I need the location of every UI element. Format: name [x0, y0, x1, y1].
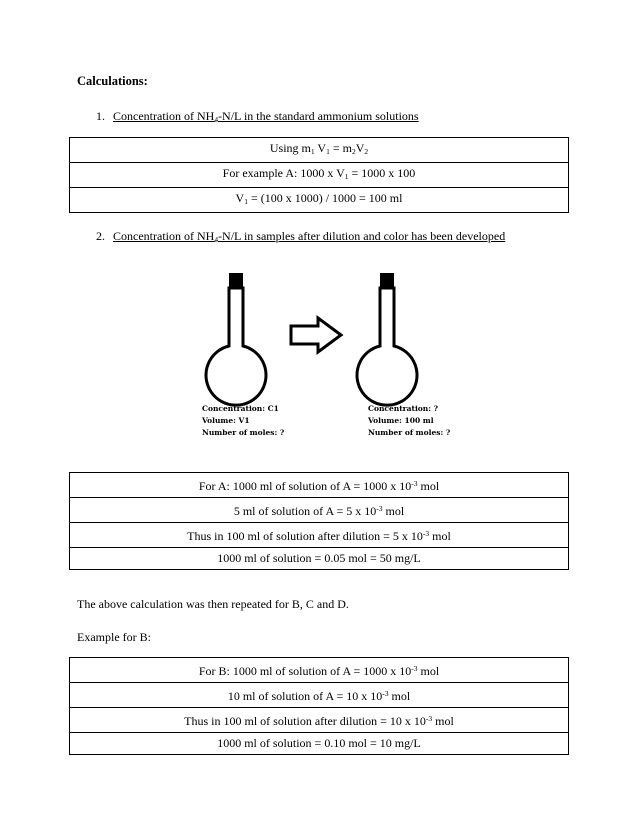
table-cell: 5 ml of solution of A = 5 x $10^{-3}$ mol — [70, 498, 569, 523]
table-cell: 10 ml of solution of A = 10 x $10^{-3}$ mol — [70, 683, 569, 708]
section-2-title — [96, 229, 616, 245]
flask-before-icon — [206, 273, 266, 405]
table-row — [70, 708, 569, 733]
table-cell: For A: 1000 ml of solution of A = 1000 x $10^{-3}$ mol — [70, 473, 569, 498]
table-row — [70, 683, 569, 708]
table-row — [70, 658, 569, 683]
sample-a-calculation-table — [69, 472, 569, 570]
section-1-title — [96, 109, 596, 125]
table-cell: 1000 ml of solution = 0.05 mol = 50 mg/L — [70, 548, 569, 570]
table-cell: Thus in 100 ml of solution after dilution = 10 x $10^{-3}$ mol — [70, 708, 569, 733]
section-2-number: 2. — [96, 229, 105, 243]
section-2-text: Concentration of $NH_4-N/L$ in samples after dilution and color has been developed — [113, 229, 506, 244]
table-row — [70, 138, 569, 163]
dilution-diagram — [195, 268, 435, 408]
repeat-note: The above calculation was then repeated for B, C and D. — [77, 597, 349, 611]
table-cell: For B: 1000 ml of solution of A = 1000 x $10^{-3}$ mol — [70, 658, 569, 683]
table-row — [70, 498, 569, 523]
table-row — [70, 523, 569, 548]
flask-after-icon — [357, 273, 417, 405]
table-row — [70, 163, 569, 188]
standard-calculation-table — [69, 137, 569, 213]
table-cell: Using $m_1$ $V_1 = m_2V_2$ — [70, 138, 569, 163]
table-cell: Thus in 100 ml of solution after dilution = 5 x $10^{-3}$ mol — [70, 523, 569, 548]
table-cell: For example A: 1000 x $V_1 = 1000$ x 100 — [70, 163, 569, 188]
sample-b-calculation-table — [69, 657, 569, 755]
table-cell: 1000 ml of solution = 0.10 mol = 10 mg/L — [70, 733, 569, 755]
section-1-text: Concentration of $NH_4-N/L$ in the standard ammonium solutions — [113, 109, 419, 124]
table-row — [70, 733, 569, 755]
flask-before-label: Concentration: C1 Volume: V1 Number of moles: ? — [202, 404, 285, 437]
calculations-heading: Calculations: — [77, 74, 148, 88]
arrow-right-icon — [291, 318, 341, 352]
section-1-number: 1. — [96, 109, 105, 123]
example-b-label: Example for B: — [77, 630, 151, 644]
table-cell: $V_1 = (100$ x 1000) / 1000 = 100 ml — [70, 188, 569, 213]
table-row — [70, 548, 569, 570]
flask-after-label: Concentration: ? Volume: 100 ml Number of moles: ? — [368, 404, 451, 437]
table-row — [70, 473, 569, 498]
table-row — [70, 188, 569, 213]
